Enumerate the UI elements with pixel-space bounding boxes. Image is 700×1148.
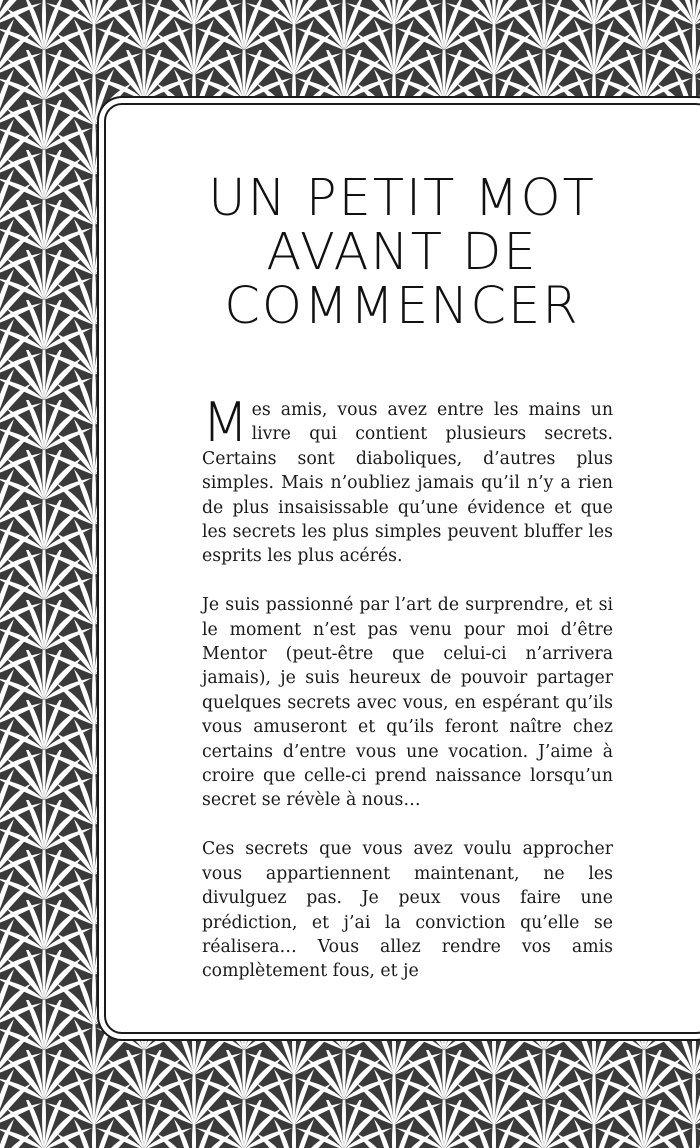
body-text: [202, 391, 613, 1008]
page-title: [104, 169, 700, 336]
drop-cap: M: [202, 391, 249, 454]
paragraph-1: [202, 391, 613, 569]
title-line-3: COMMENCER: [224, 277, 580, 336]
title-line-2: AVANT DE: [266, 223, 538, 282]
paragraph-3: Ces secrets que vous avez voulu approcher vous appartiennent maintenant, ne les divulguez pas. Je peux vous faire une prédiction, et j’ai la conviction qu’elle se réalisera… Vous allez rendre vos amis complètement fous, et je: [202, 839, 613, 982]
paragraph-2: Je suis passionné par l’art de surprendre, et si le moment n’est pas venu pour moi d’être Mentor (peut-être que celui-ci n’arrivera jamais), je suis heureux de pouvoir partager quelques secrets avec vous, en espérant qu’ils vous amuseront et qu’ils feront naître chez certains d’entre vous une vocation. J’aime à croire que celle-ci prend naissance lorsqu’un secret se révèle à nous…: [202, 595, 613, 811]
paragraph-1-text: es amis, vous avez entre les mains un livre qui contient plusieurs secrets. Certains sont diaboliques, d’autres plus simples. Mais n’oubliez jamais qu’il n’y a rien de plus insaisissable qu’une évidence et que les secrets les plus simples peuvent bluffer les esprits les plus acérés.: [202, 400, 613, 567]
title-line-1: UN PETIT MOT: [208, 169, 596, 228]
